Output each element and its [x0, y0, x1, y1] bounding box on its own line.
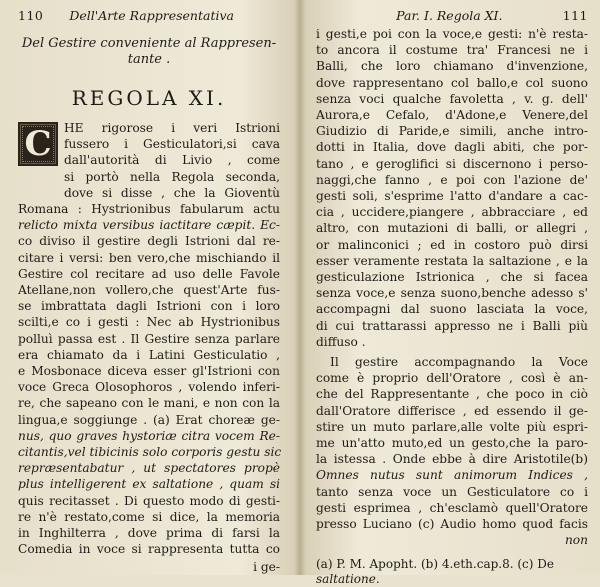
text-line: che del Rappresentante , che poco in ciò — [316, 387, 588, 402]
text-line: stire un muto parlare,alle volte più espri- — [316, 419, 588, 434]
text-line: quis recitasset . Di questo modo di gesti- — [18, 493, 280, 508]
text-line: tano , e geroglifici si discernono i perso- — [316, 156, 588, 171]
text-line: citantis,vel tibicinis solo corporis gestu sic — [18, 445, 282, 460]
section-title-line-1: Del Gestire conveniente al Rappresen- — [21, 36, 277, 51]
ornamental-dropcap-icon — [18, 122, 58, 166]
text-line: si portò nella Regola seconda, — [64, 169, 280, 184]
text-line: non — [564, 533, 588, 548]
text-line: Atellane,non vollero,che quest'Arte fus- — [18, 283, 280, 298]
text-line: Gestire col recitare ad uso delle Favole — [18, 266, 280, 281]
regola-heading: REGOLA XI. — [71, 86, 227, 110]
section-title — [18, 36, 280, 68]
text-line: fussero i Gesticulatori,si cava — [64, 137, 280, 152]
right-body — [316, 26, 588, 587]
text-line: tanto senza voce un Gesticulatore co i — [316, 484, 588, 499]
text-line: me un'atto muto,ed un gesto,che la paro- — [316, 436, 588, 451]
text-line: accompagni dal suono lasciata la voce, — [316, 302, 588, 317]
text-line: or malinconici ; ed in costoro può dirsi — [316, 237, 588, 252]
text-line: dotti in Italia, dove dagli abiti, che por- — [316, 140, 588, 155]
text-line: in Inghilterra , dove prima di farsi la — [18, 526, 280, 541]
dropcap-paragraph — [18, 120, 280, 201]
left-running-title: Dell'Arte Rappresentativa — [69, 8, 234, 23]
text-line: diffuso . — [316, 334, 366, 349]
text-line: co diviso il gestire degli Istrioni dal re- — [18, 234, 280, 249]
text-line: i gesti,e poi con la voce,e gesti: n'è resta- — [316, 27, 588, 41]
left-running-head — [18, 8, 280, 24]
text-line: Comedia in voce si rappresenta tutta co — [18, 542, 280, 557]
text-line: Romana : Hystrionibus fabularum actu — [18, 202, 280, 217]
footnote-line-1: (a) P. M. Apopht. (b) 4.eth.cap.8. (c) De — [316, 556, 554, 571]
text-line: gesti esprimea , ch'esclamò quell'Oratore — [316, 500, 588, 515]
dropcap-lines — [64, 120, 280, 201]
section-title-line-2: tante . — [127, 52, 171, 67]
text-line: scilti,e co i gesti : Nec ab Hystrionibus — [18, 315, 280, 330]
text-line: HE rigorose i veri Istrioni — [64, 121, 280, 135]
text-line: voce Greca Olosophoros , volendo inferi- — [18, 380, 280, 395]
text-line: polluì passa est . Il Gestire senza parlare — [18, 331, 280, 346]
left-page-number: 110 — [18, 8, 44, 23]
left-body — [18, 120, 280, 575]
footnotes — [316, 557, 588, 587]
text-line: re n'è restato,come si dice, la memoria — [18, 509, 280, 524]
text-line: naggi,che fanno , e poi con l'azione de' — [316, 172, 588, 187]
dropcap-letter: C — [24, 124, 52, 164]
text-line: senza voce,e senza suono,benche adesso s' — [316, 286, 588, 301]
text-line: citare i versi: ben vero,che mischiando il — [18, 250, 280, 265]
text-line: plus intelligerent ex saltatione , quam si — [18, 477, 280, 492]
right-page-number: 111 — [562, 8, 588, 23]
text-line: gesticulazione Istrionica , che si facea — [316, 270, 588, 285]
text-line: Aurora,e Cefalo, d'Adone,e Venere,del — [316, 108, 588, 123]
text-line: la istessa . Onde ebbe à dire Aristotile(b) — [316, 452, 588, 467]
text-line: Giudizio di Paride,e simili, anche intro- — [316, 124, 588, 139]
right-running-head — [316, 8, 588, 24]
right-page — [300, 0, 600, 586]
text-line: Balli, che loro chiamano d'invenzione, — [316, 59, 588, 74]
text-line: presso Luciano (c) Audio homo quod facis — [316, 517, 588, 532]
text-line: dove rappresentano col ballo,e col suono — [316, 75, 588, 90]
text-line: lingua,e soggiunge . (a) Erat choreæ ge- — [18, 412, 280, 427]
text-line: dall'Oratore differisce , ed essendo il ge- — [316, 403, 588, 418]
text-line: nus, quo graves hystoriæ citra vocem Re- — [18, 428, 280, 443]
text-line: to ancora il costume tra' Francesi ne i — [316, 43, 588, 58]
text-line: altro, con mutazioni di balli, or allegri , — [316, 221, 588, 236]
catchword: i ge- — [253, 560, 280, 575]
text-line: senza voci qualche favoletta , v. g. dell' — [316, 91, 588, 106]
text-line: di cui trattarassi appresso ne i Balli più — [316, 318, 588, 333]
text-line: era chiamato da i Latini Gesticulatio , — [18, 347, 280, 362]
text-line: repræsentabatur , ut spectatores propè — [18, 461, 280, 476]
text-line: e Mosbonace diceva esser gl'Istrioni con — [18, 364, 280, 379]
text-line: relicto mixta versibus iactitare cæpit. Ec- — [18, 218, 280, 233]
text-line: Omnes nutus sunt animorum Indices , — [316, 468, 588, 483]
text-line: esser veramente restata la saltazione , e la — [316, 253, 588, 268]
text-line: come è proprio dell'Oratore , così è an- — [316, 371, 588, 386]
left-page — [0, 0, 300, 575]
footnote-line-2: saltatione. — [316, 571, 380, 586]
text-line: Il gestire accompagnando la Voce — [330, 355, 588, 370]
text-line: dove si disse , che la Gioventù — [64, 185, 280, 200]
text-line: cia , uccidere,piangere , abbracciare , ed — [316, 205, 588, 220]
text-line: dall'autorità di Livio , come — [64, 153, 280, 168]
right-running-title: Par. I. Regola XI. — [396, 8, 503, 23]
text-line: gesti soli, s'esprime l'atto d'andare a cac- — [316, 189, 588, 204]
text-line: se imbrattata dagli Istrioni con i loro — [18, 299, 280, 314]
text-line: re, che sapeano con le mani, e non con la — [18, 396, 280, 411]
